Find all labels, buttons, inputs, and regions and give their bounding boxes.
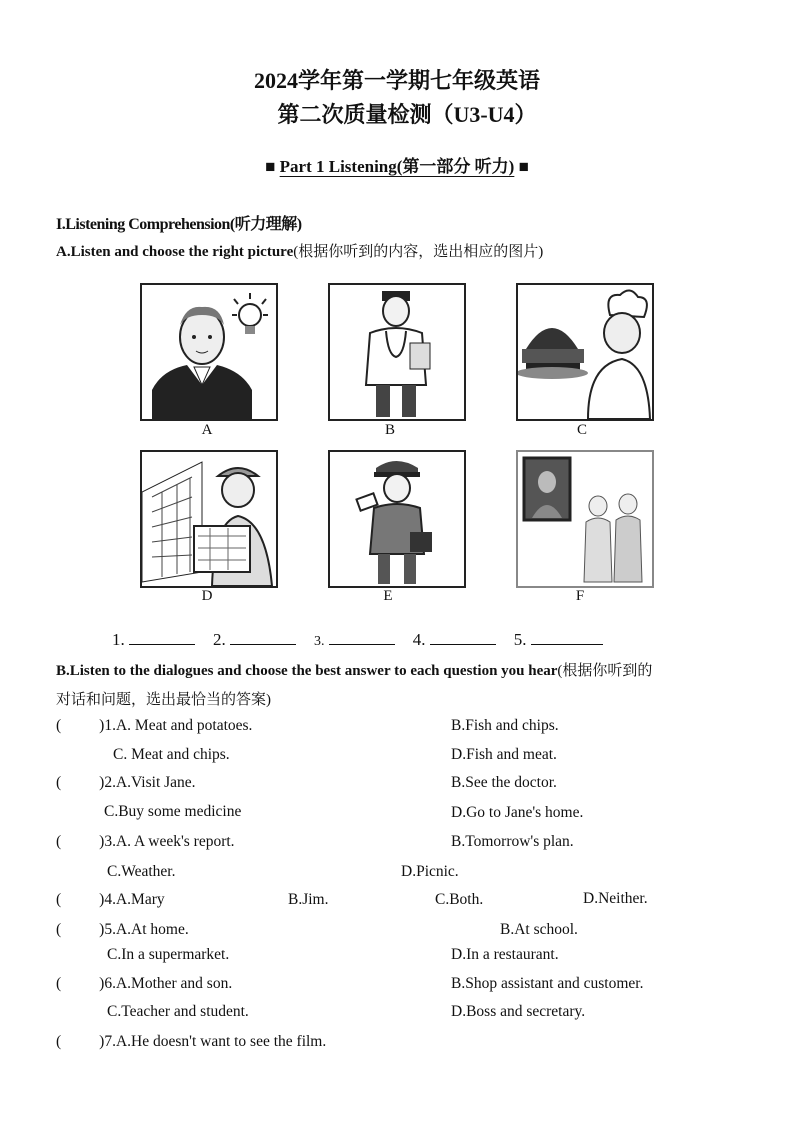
- answer-paren[interactable]: ( ): [56, 717, 105, 734]
- sub-heading-b-cont: 对话和问题，选出最恰当的答案): [56, 692, 271, 708]
- option-d[interactable]: D.Fish and meat.: [451, 746, 557, 763]
- option-d[interactable]: D.Neither.: [583, 890, 648, 907]
- option-a[interactable]: 2.A.Visit Jane.: [104, 774, 196, 791]
- answer-blanks: [112, 630, 617, 650]
- option-a[interactable]: 7.A.He doesn't want to see the film.: [104, 1033, 327, 1050]
- option-c[interactable]: C.Buy some medicine: [104, 803, 242, 820]
- answer-paren[interactable]: ( ): [56, 1033, 105, 1050]
- option-d[interactable]: D.Picnic.: [401, 863, 459, 880]
- postman-illustration: [330, 452, 464, 586]
- part1-label: Part 1 Listening(第一部分 听力): [279, 157, 515, 176]
- sub-heading-a-chinese: (根据你听到的内容，选出相应的图片): [293, 244, 544, 260]
- question-5: [56, 921, 189, 939]
- option-b[interactable]: B.Tomorrow's plan.: [451, 833, 574, 850]
- blank-number: 4.: [412, 630, 426, 649]
- option-b[interactable]: B.Jim.: [288, 891, 329, 908]
- answer-blank-1[interactable]: [129, 630, 195, 645]
- answer-blank-3[interactable]: [329, 630, 395, 645]
- answer-paren[interactable]: ( ): [56, 774, 105, 791]
- option-a[interactable]: 1.A. Meat and potatoes.: [104, 717, 253, 734]
- option-b[interactable]: B.Fish and chips.: [451, 717, 559, 734]
- option-d[interactable]: D.Boss and secretary.: [451, 1003, 586, 1020]
- answer-paren[interactable]: ( ): [56, 891, 105, 908]
- picture-b: [328, 283, 466, 421]
- chef-illustration: [518, 285, 652, 419]
- blank-number: 3.: [314, 634, 325, 649]
- option-a[interactable]: 3.A. A week's report.: [104, 833, 235, 850]
- blank-number: 1.: [112, 630, 125, 649]
- sub-heading-b: [56, 659, 652, 680]
- picture-label-b: B: [384, 422, 395, 438]
- option-a[interactable]: 6.A.Mother and son.: [104, 975, 233, 992]
- sub-heading-b-chinese: (根据你听到的: [557, 663, 653, 679]
- option-c[interactable]: C. Meat and chips.: [113, 746, 230, 763]
- option-b[interactable]: B.See the doctor.: [451, 774, 557, 791]
- architect-illustration: [142, 452, 276, 586]
- square-bullet-icon: ■: [265, 157, 276, 176]
- option-c[interactable]: C.In a supermarket.: [107, 946, 230, 963]
- exam-title-line2: 第二次质量检测（U3-U4）: [277, 102, 537, 127]
- question-4: [56, 891, 165, 909]
- question-6: [56, 975, 232, 993]
- picture-c: [516, 283, 654, 421]
- answer-blank-5[interactable]: [531, 630, 603, 645]
- sub-heading-b-bold: B.Listen to the dialogues and choose the best answer to each question you hear: [56, 663, 558, 679]
- picture-f: [516, 450, 654, 588]
- answer-paren[interactable]: ( ): [56, 975, 105, 992]
- section-heading: I.Listening Comprehension(听力理解): [56, 216, 302, 233]
- sub-heading-a-bold: A.Listen and choose the right picture: [56, 244, 294, 260]
- picture-d: [140, 450, 278, 588]
- square-bullet-icon: ■: [518, 157, 529, 176]
- picture-label-c: C: [576, 422, 587, 438]
- answer-blank-4[interactable]: [430, 630, 496, 645]
- option-c[interactable]: C.Teacher and student.: [107, 1003, 249, 1020]
- blank-number: 2.: [213, 630, 226, 649]
- answer-paren[interactable]: ( ): [56, 833, 105, 850]
- question-7: [56, 1033, 326, 1051]
- option-b[interactable]: B.At school.: [500, 921, 578, 938]
- option-c[interactable]: C.Both.: [435, 891, 484, 908]
- answer-paren[interactable]: ( ): [56, 921, 105, 938]
- picture-label-a: A: [201, 422, 213, 438]
- option-c[interactable]: C.Weather.: [107, 863, 176, 880]
- option-a[interactable]: 4.A.Mary: [104, 891, 165, 908]
- option-a[interactable]: 5.A.At home.: [104, 921, 189, 938]
- inventor-illustration: [142, 285, 276, 419]
- picture-label-e: E: [383, 588, 393, 604]
- sub-heading-a: [56, 240, 543, 261]
- option-d[interactable]: D.Go to Jane's home.: [451, 804, 584, 821]
- question-2: [56, 774, 196, 792]
- picture-label-f: F: [575, 588, 585, 604]
- doctor-illustration: [330, 285, 464, 419]
- question-3: [56, 833, 235, 851]
- blank-number: 5.: [513, 630, 527, 649]
- question-1: [56, 717, 252, 735]
- option-b[interactable]: B.Shop assistant and customer.: [451, 975, 644, 992]
- exam-title-line1: 2024学年第一学期七年级英语: [253, 68, 540, 93]
- museum-illustration: [518, 452, 652, 586]
- picture-label-d: D: [201, 588, 213, 604]
- part1-header: [0, 152, 794, 177]
- picture-a: [140, 283, 278, 421]
- answer-blank-2[interactable]: [230, 630, 296, 645]
- picture-e: [328, 450, 466, 588]
- option-d[interactable]: D.In a restaurant.: [451, 946, 559, 963]
